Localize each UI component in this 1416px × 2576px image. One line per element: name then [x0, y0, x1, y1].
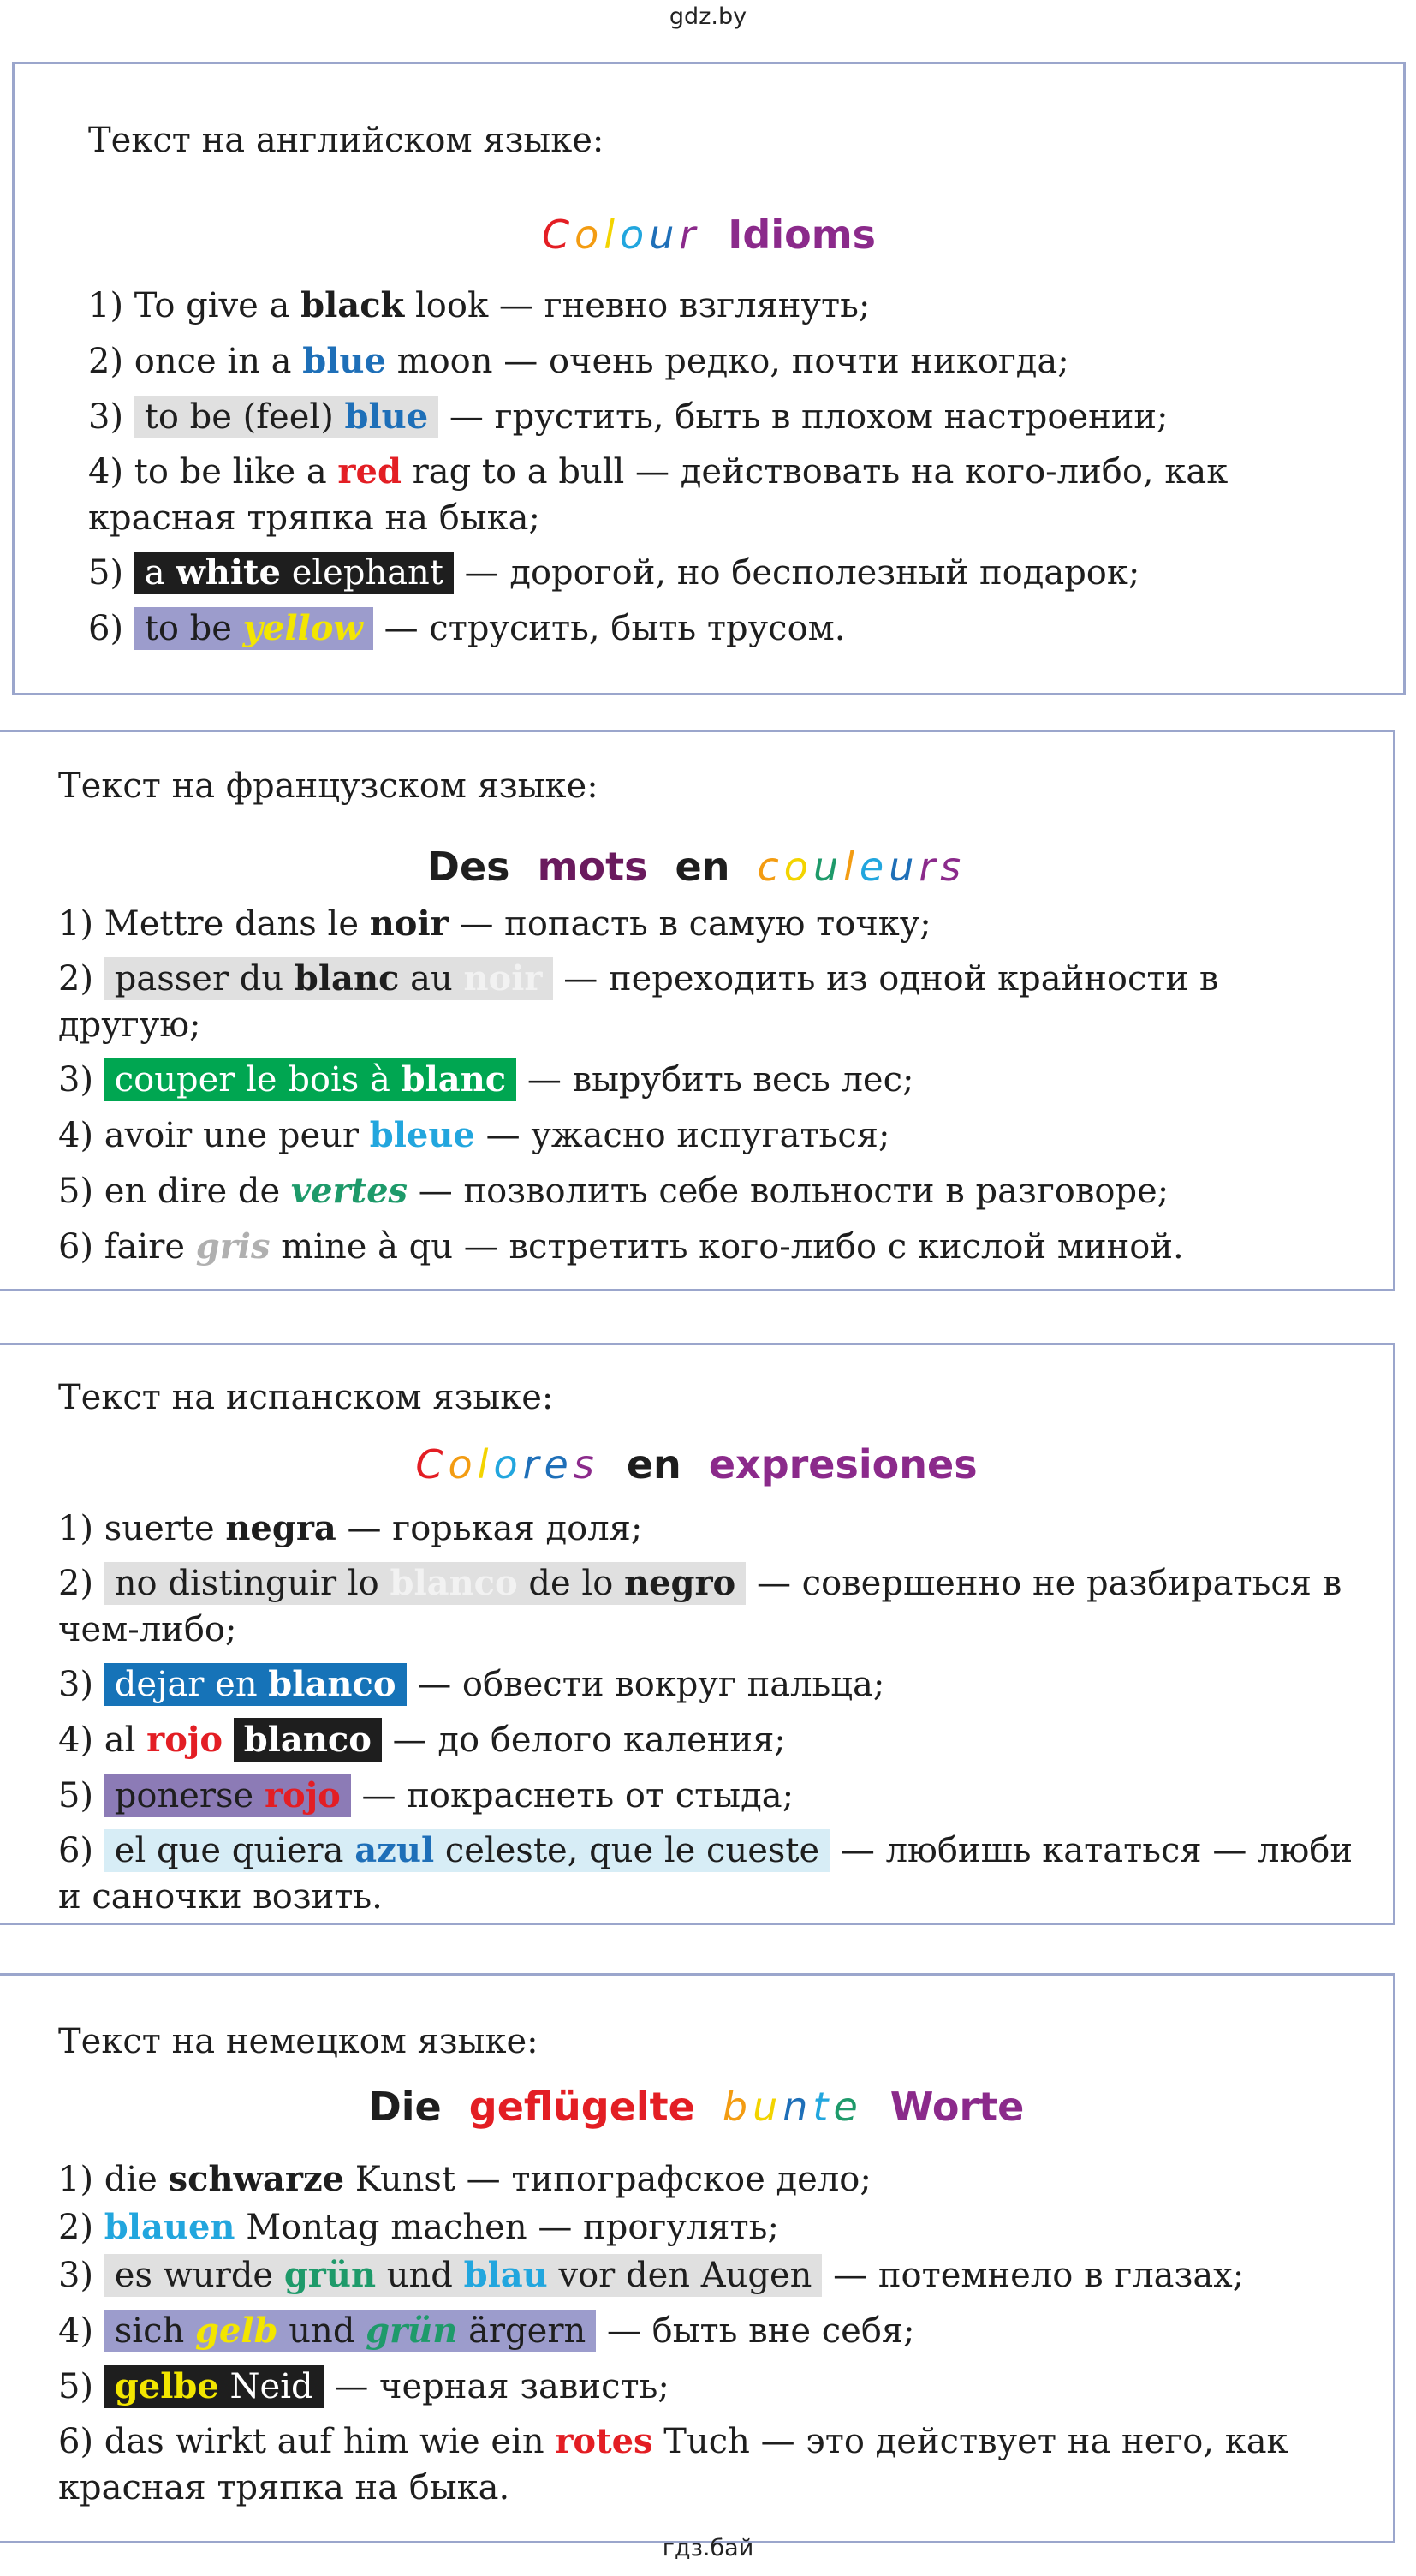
list-item: 2) once in a blue moon — очень редко, почти никогда;: [88, 341, 1069, 381]
list-item: 1) To give a black look — гневно взглянуть;: [88, 285, 871, 325]
highlighted-phrase: to be yellow: [134, 607, 373, 650]
highlighted-phrase: couper le bois à blanc: [104, 1058, 516, 1101]
card-heading: Текст на испанском языке:: [58, 1378, 554, 1417]
title-colour-word: Colores: [415, 1441, 599, 1488]
idiom-list: [58, 1505, 1359, 1920]
list-item: 6) faire gris mine à qu — встретить кого-либо с кислой миной.: [58, 1226, 1184, 1267]
list-item: 5) gelbe Neid — черная зависть;: [58, 2366, 669, 2406]
idiom-list: [58, 900, 1359, 1271]
list-item: 6) das wirkt auf him wie ein rotes Tuch — это действует на него, как красная тряпка на быка.: [58, 2421, 1288, 2507]
highlighted-phrase: dejar en blanco: [104, 1663, 407, 1706]
highlighted-phrase: sich gelb und grün ärgern: [104, 2310, 596, 2352]
card-title: Colour Idioms: [541, 212, 877, 258]
list-item: 4) avoir une peur bleue — ужасно испугаться;: [58, 1115, 890, 1155]
german-idioms-card: [0, 1973, 1395, 2543]
idiom-list: [88, 282, 1372, 653]
title-colour-word: couleurs: [757, 844, 967, 890]
english-idioms-card: [12, 62, 1406, 695]
title-colour-word: bunte: [722, 2084, 863, 2130]
title-colour-word: Colour: [541, 212, 701, 258]
site-header-watermark: gdz.by: [669, 3, 747, 30]
card-title: Die geflügelte bunte Worte: [368, 2084, 1025, 2130]
highlighted-phrase: el que quiera azul celeste, que le cueste: [104, 1829, 830, 1872]
list-item: 6) el que quiera azul celeste, que le cueste — любишь кататься — люби и саночки возить.: [58, 1830, 1354, 1917]
card-heading: Текст на английском языке:: [88, 121, 604, 160]
highlighted-phrase: gelbe Neid: [104, 2365, 324, 2408]
list-item: 1) die schwarze Kunst — типографское дело;: [58, 2159, 872, 2199]
list-item: 1) Mettre dans le noir — попасть в самую точку;: [58, 903, 931, 944]
list-item: 2) passer du blanc au noir — переходить из одной крайности в другую;: [58, 958, 1219, 1045]
french-idioms-card: [0, 730, 1395, 1291]
list-item: 3) dejar en blanco — обвести вокруг пальца;: [58, 1664, 885, 1704]
highlighted-phrase: ponerse rojo: [104, 1774, 351, 1817]
card-heading: Текст на французском языке:: [58, 766, 598, 806]
highlighted-phrase: blanco: [234, 1718, 382, 1762]
highlighted-phrase: es wurde grün und blau vor den Augen: [104, 2254, 823, 2297]
spanish-idioms-card: [0, 1343, 1395, 1925]
list-item: 4) al rojo blanco — до белого каления;: [58, 1720, 786, 1760]
list-item: 2) no distinguir lo blanco de lo negro — совершенно не разбираться в чем-либо;: [58, 1563, 1342, 1649]
list-item: 5) ponerse rojo — покраснеть от стыда;: [58, 1775, 794, 1816]
list-item: 2) blauen Montag machen — прогулять;: [58, 2207, 779, 2247]
highlighted-phrase: a white elephant: [134, 552, 454, 594]
list-item: 5) en dire de vertes — позволить себе вольности в разговоре;: [58, 1171, 1169, 1211]
highlighted-phrase: passer du blanc au noir: [104, 957, 553, 1000]
highlighted-phrase: to be (feel) blue: [134, 396, 438, 438]
list-item: 3) to be (feel) blue — грустить, быть в плохом настроении;: [88, 397, 1169, 437]
list-item: 1) suerte negra — горькая доля;: [58, 1508, 643, 1548]
card-heading: Текст на немецком языке:: [58, 2022, 538, 2061]
list-item: 4) to be like a red rag to a bull — действовать на кого-либо, как красная тряпка на быка;: [88, 451, 1229, 538]
list-item: 3) es wurde grün und blau vor den Augen — потемнело в глазах;: [58, 2255, 1245, 2295]
card-title: Colores en expresiones: [415, 1441, 978, 1488]
list-item: 6) to be yellow — струсить, быть трусом.: [88, 608, 846, 648]
site-footer-watermark: гдз.бай: [662, 2535, 754, 2561]
card-title: Des mots en couleurs: [426, 844, 967, 890]
list-item: 5) a white elephant — дорогой, но бесполезный подарок;: [88, 552, 1140, 593]
list-item: 4) sich gelb und grün ärgern — быть вне себя;: [58, 2311, 915, 2351]
highlighted-phrase: no distinguir lo blanco de lo negro: [104, 1562, 746, 1605]
idiom-list: [58, 2156, 1359, 2511]
list-item: 3) couper le bois à blanc — вырубить весь лес;: [58, 1059, 914, 1100]
